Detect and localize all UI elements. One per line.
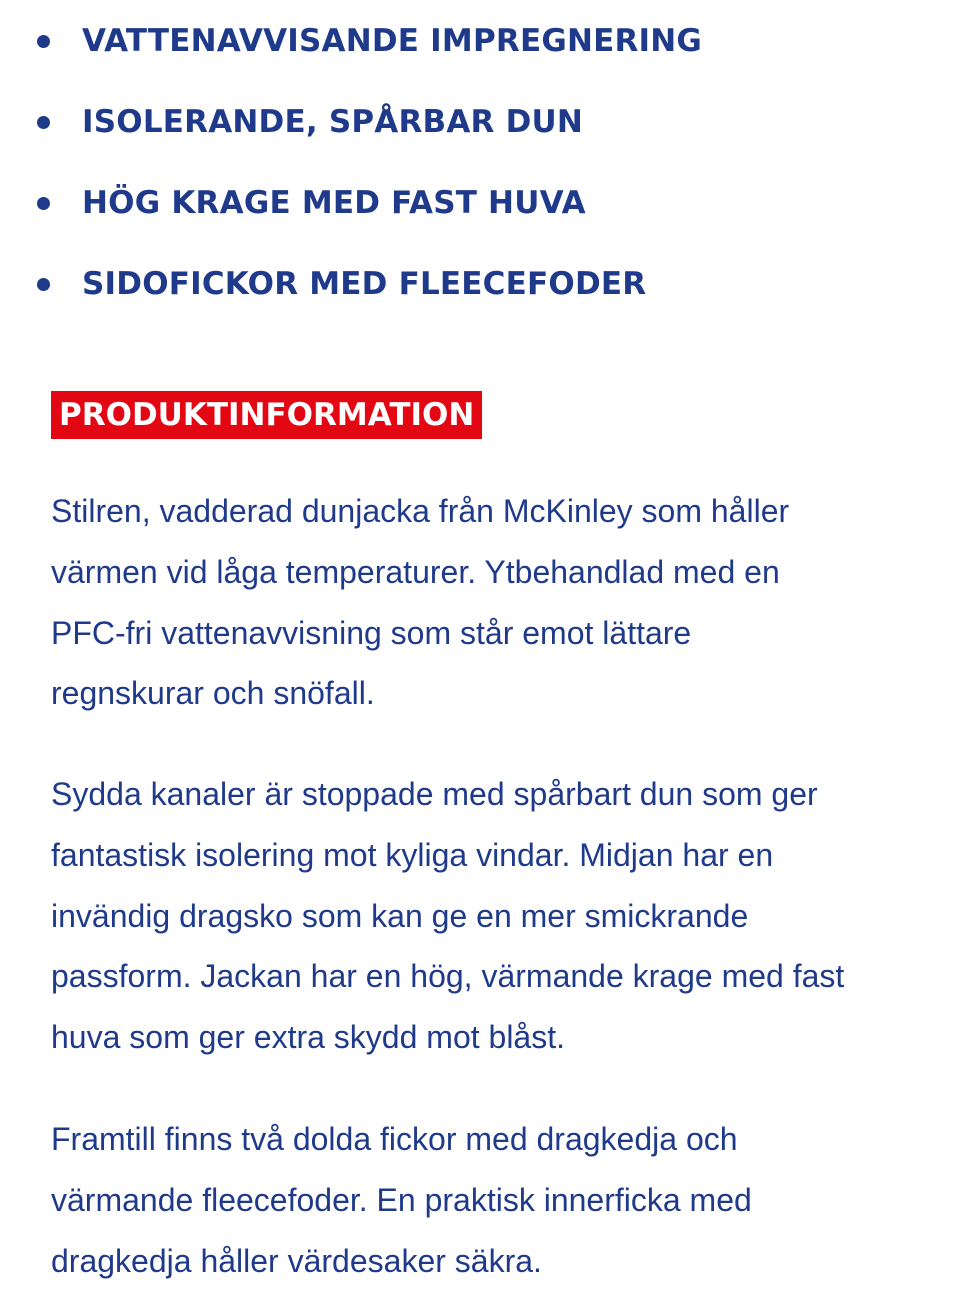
description-paragraph xyxy=(51,1109,941,1291)
section-heading-produktinformation: PRODUKTINFORMATION xyxy=(51,391,482,439)
bullet-icon xyxy=(37,278,50,291)
feature-item xyxy=(0,254,960,314)
paragraph-line: fantastisk isolering mot kyliga vindar. Midjan har en xyxy=(51,836,774,873)
paragraph-line: invändig dragsko som kan ge en mer smickrande xyxy=(51,897,749,934)
feature-label: HÖG KRAGE MED FAST HUVA xyxy=(82,185,586,221)
feature-label: ISOLERANDE, SPÅRBAR DUN xyxy=(82,104,584,140)
paragraph-line: Sydda kanaler är stoppade med spårbart dun som ger xyxy=(51,776,818,812)
bullet-icon xyxy=(37,116,50,129)
paragraph-line: PFC-fri vattenavvisning som står emot lättare xyxy=(51,614,692,651)
feature-item xyxy=(0,11,960,71)
paragraph-line: regnskurar och snöfall. xyxy=(51,675,375,712)
bullet-icon xyxy=(37,197,50,210)
paragraph-line: Stilren, vadderad dunjacka från McKinley som håller xyxy=(51,493,790,529)
feature-item xyxy=(0,92,960,152)
paragraph-line: värmen vid låga temperaturer. Ytbehandlad med en xyxy=(51,553,780,590)
feature-item xyxy=(0,173,960,233)
paragraph-line: passform. Jackan har en hög, värmande krage med fast xyxy=(51,958,845,995)
paragraph-line: dragkedja håller värdesaker säkra. xyxy=(51,1242,542,1279)
description-paragraph xyxy=(51,764,941,1068)
paragraph-line: Framtill finns två dolda fickor med dragkedja och xyxy=(51,1121,738,1157)
feature-label: VATTENAVVISANDE IMPREGNERING xyxy=(82,23,703,59)
paragraph-line: värmande fleecefoder. En praktisk innerficka med xyxy=(51,1181,752,1218)
feature-label: SIDOFICKOR MED FLEECEFODER xyxy=(82,266,647,302)
bullet-icon xyxy=(37,35,50,48)
paragraph-line: huva som ger extra skydd mot blåst. xyxy=(51,1019,565,1056)
description-paragraph xyxy=(51,481,941,724)
